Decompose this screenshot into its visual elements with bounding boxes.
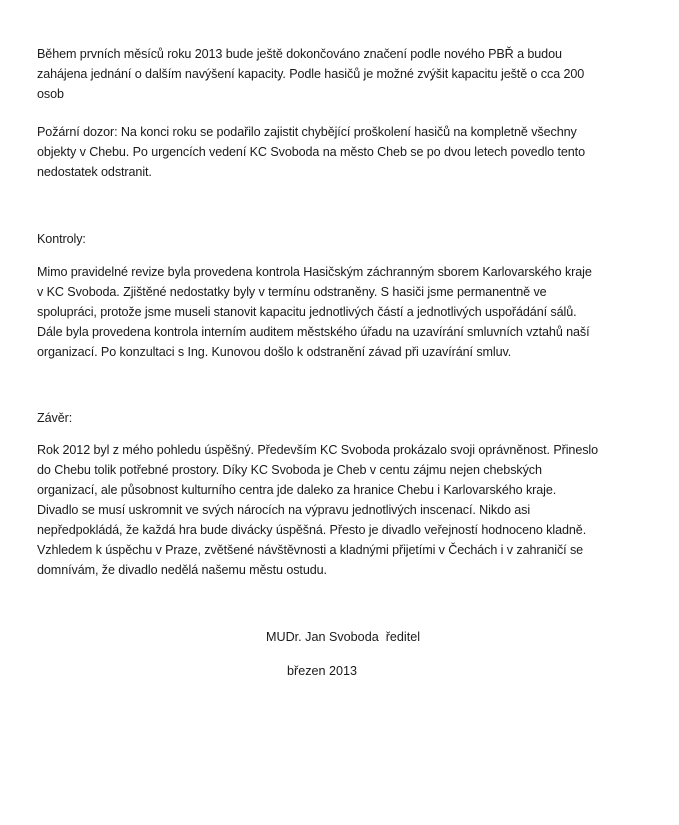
- text-line: Divadlo se musí uskromnit ve svých nárocích na výpravu jednotlivých inscenací. Nikdo asi: [37, 503, 531, 517]
- text-line: Požární dozor: Na konci roku se podařilo zajistit chybějící proškolení hasičů na kompletně všechny: [37, 125, 577, 139]
- paragraph-fire-supervision: [37, 122, 637, 182]
- paragraph-zaver: [37, 440, 637, 580]
- signature-line: MUDr. Jan Svoboda ředitel: [266, 630, 420, 644]
- text-line: v KC Svoboda. Zjištěné nedostatky byly v termínu odstraněny. S hasiči jsme permanentně ve: [37, 285, 547, 299]
- date-line: březen 2013: [287, 664, 358, 678]
- text-line: domnívám, že divadlo nedělá našemu městu ostudu.: [37, 563, 327, 577]
- text-line: Dále byla provedena kontrola interním auditem městského úřadu na uzavírání smluvních vztahů naší: [37, 325, 590, 339]
- text-line: zahájena jednání o dalším navýšení kapacity. Podle hasičů je možné zvýšit kapacitu ještě o cca 200: [37, 67, 585, 81]
- paragraph-kontroly: [37, 262, 637, 362]
- text-line: spolupráci, protože jsme museli stanovit kapacitu jednotlivých částí a jednotlivých uspořádání sálů.: [37, 305, 577, 319]
- text-line: Rok 2012 byl z mého pohledu úspěšný. Především KC Svoboda prokázalo svoji oprávněnost. Přineslo: [37, 443, 599, 457]
- text-line: osob: [37, 87, 64, 101]
- heading-zaver: [37, 408, 637, 428]
- text-line: do Chebu tolik potřebné prostory. Díky KC Svoboda je Cheb v centu zájmu nejen chebských: [37, 463, 542, 477]
- text-line: Mimo pravidelné revize byla provedena kontrola Hasičským záchranným sborem Karlovarského kraje: [37, 265, 592, 279]
- text-line: organizací. Po konzultaci s Ing. Kunovou došlo k odstranění závad při uzavírání smluv.: [37, 345, 512, 359]
- text-line: Během prvních měsíců roku 2013 bude ještě dokončováno značení podle nového PBŘ a budou: [37, 47, 562, 61]
- text-line: nedostatek odstranit.: [37, 165, 152, 179]
- text-line: objekty v Chebu. Po urgencích vedení KC Svoboda na město Cheb se po dvou letech povedlo tento: [37, 145, 585, 159]
- text-line: organizací, ale působnost kulturního centra jde daleko za hranice Chebu i Karlovarského kraje.: [37, 483, 557, 497]
- text-line: nepředpokládá, že každá hra bude divácky úspěšná. Přesto je divadlo veřejností hodnoceno kladně.: [37, 523, 587, 537]
- paragraph-intro: [37, 44, 637, 104]
- section-heading: Závěr:: [37, 411, 73, 425]
- heading-kontroly: [37, 229, 637, 249]
- section-heading: Kontroly:: [37, 232, 86, 246]
- text-line: Vzhledem k úspěchu v Praze, zvětšené návštěvnosti a kladnými přijetími v Čechách i v zahraničí se: [37, 543, 584, 557]
